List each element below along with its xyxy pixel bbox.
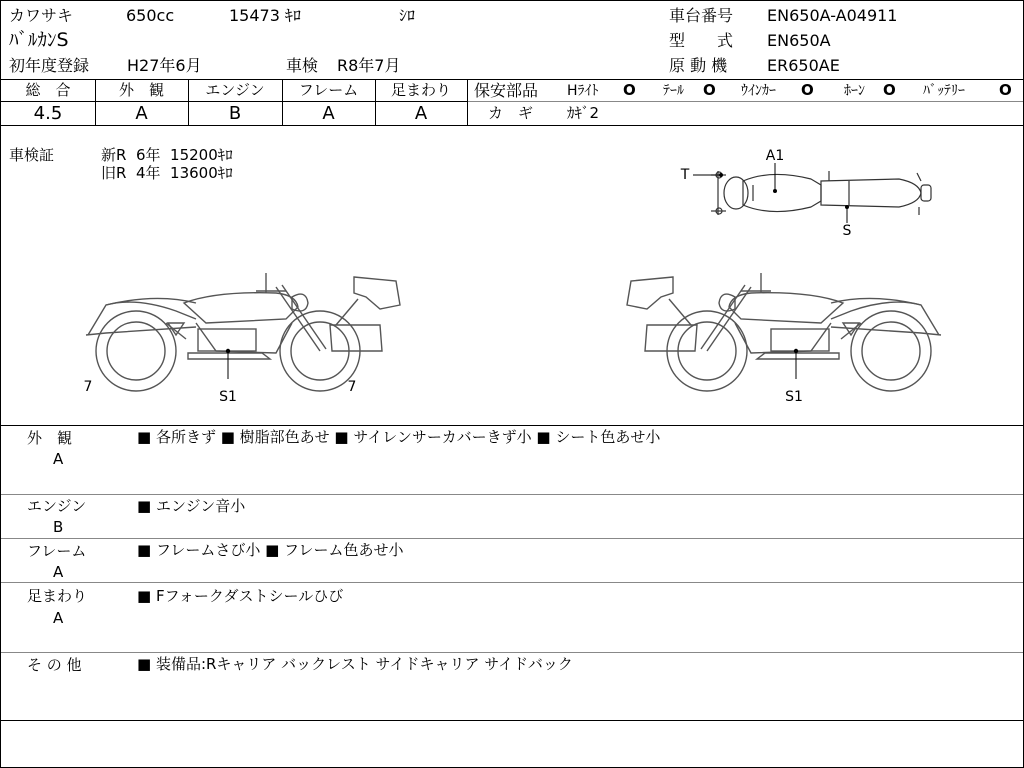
safety-mark-horn: O [883,81,896,99]
score-engine: B [228,103,242,124]
score-divider [1,101,468,102]
displacement: 650cc [126,6,175,25]
cert-new-line: 新R 6年 15200ｷﾛ [101,146,233,164]
model-name: ﾊﾞﾙｶﾝS [9,29,69,51]
section-label-engine: エンジン [27,497,87,515]
diagram-label-right-7: 7 [347,379,357,395]
score-header-frame: フレーム [298,81,359,99]
diagram-label-right-s1: S1 [785,389,803,405]
diagram-label-a1: A1 [765,148,785,164]
inspection-value: R8年7月 [337,56,401,75]
safety-title: 保安部品 [474,81,539,100]
score-frame: A [322,103,335,124]
motorcycle-top-view-diagram [671,141,951,241]
cert-label: 車検証 [9,146,55,164]
section-grade-engine: B [53,518,64,536]
diagram-label-left-7: 7 [83,379,93,395]
motorcycle-left-view-diagram [76,263,411,413]
motorcycle-right-view-diagram [616,263,951,413]
key-label: カ ギ [488,104,534,122]
section-label-frame: フレーム [27,542,87,560]
section-text-suspension: ■ Fフォークダストシールひび [137,587,344,605]
engine-label: 原 動 機 [669,56,728,75]
score-header-suspension: 足まわり [390,81,451,99]
cert-old-line: 旧R 4年 13600ｷﾛ [101,164,233,182]
rule [1,79,1023,80]
section-grade-exterior: A [53,450,64,468]
score-overall: 4.5 [33,103,63,124]
section-label-other: そ の 他 [27,656,82,674]
section-text-engine: ■ エンジン音小 [137,497,246,515]
score-header-exterior: 外 観 [118,81,164,99]
score-exterior: A [135,103,148,124]
section-label-suspension: 足まわり [27,587,88,605]
diagram-label-s: S [842,223,852,239]
inspection-label: 車検 [286,56,319,75]
color: ｼﾛ [399,6,416,25]
safety-mark-battery: O [999,81,1012,99]
safety-item-battery: ﾊﾞｯﾃﾘｰ [923,83,965,99]
maker: カワサキ [9,6,74,25]
mileage: 15473 ｷﾛ [229,6,301,25]
engine-value: ER650AE [767,56,840,75]
rule [1,125,1023,126]
safety-item-horn: ﾎｰﾝ [844,83,865,99]
frame-no-value: EN650A-A04911 [767,6,898,25]
safety-item-winker: ｳｲﾝｶｰ [741,83,776,99]
safety-item-headlight: Hﾗｲﾄ [567,83,599,99]
score-header-engine: エンジン [205,81,265,99]
key-value: ｶｷﾞ2 [567,104,600,122]
first-reg-label: 初年度登録 [9,56,90,75]
diagram-label-left-s1: S1 [219,389,237,405]
frame-no-label: 車台番号 [669,6,734,25]
model-label: 型 式 [669,31,734,50]
section-text-other: ■ 装備品:Rキャリア バックレスト サイドキャリア サイドバック [137,655,573,673]
section-text-frame: ■ フレームさび小 ■ フレーム色あせ小 [137,541,404,559]
first-reg-value: H27年6月 [127,56,202,75]
model-value: EN650A [767,31,831,50]
safety-mark-winker: O [801,81,814,99]
safety-divider [468,101,1023,102]
safety-mark-tail: O [703,81,716,99]
section-label-exterior: 外 観 [27,429,73,447]
section-grade-frame: A [53,563,64,581]
score-header-overall: 総 合 [25,81,71,99]
section-grade-suspension: A [53,609,64,627]
section-text-exterior: ■ 各所きず ■ 樹脂部色あせ ■ サイレンサーカバーきず小 ■ シート色あせ小 [137,428,661,446]
safety-mark-headlight: O [623,81,636,99]
safety-item-tail: ﾃｰﾙ [663,83,684,99]
score-suspension: A [414,103,428,124]
diagram-label-t: T [680,167,690,183]
